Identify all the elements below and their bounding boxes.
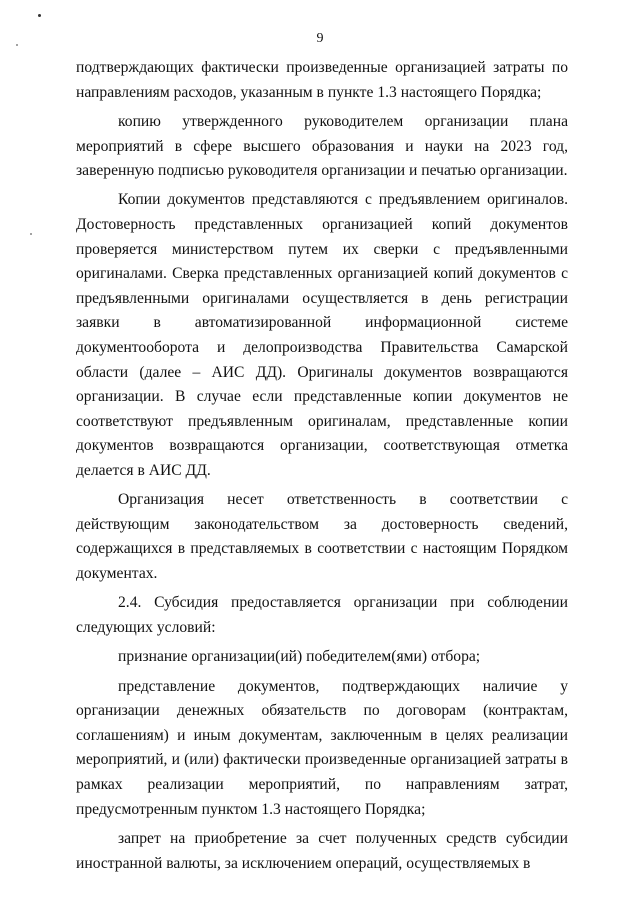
paragraph: представление документов, подтверждающих наличие у организации денежных обязательств по договорам (контрактам, соглашениям) и иным документам, заключенным в целях реализации мероприятий, и (или) фактически произведенные организацией затраты в рамках реализации мероприятий, по направлениям затрат, предусмотренным пунктом 1.3 настоящего Порядка;	[76, 677, 568, 818]
paragraph: подтверждающих фактически произведенные организацией затраты по направлениям расходов, указанным в пункте 1.3 настоящего Порядка;	[76, 59, 568, 101]
scan-speck	[38, 14, 41, 17]
scan-speck	[30, 233, 32, 235]
paragraph: Организация несет ответственность в соответствии с действующим законодательством за достоверность сведений, содержащихся в представляемых в соответствии с настоящим Порядком документах.	[76, 491, 568, 582]
document-body	[76, 56, 568, 881]
paragraph: копию утвержденного руководителем организации плана мероприятий в сфере высшего образования и науки на 2023 год, заверенную подписью руководителя организации и печатью организации.	[76, 112, 568, 180]
paragraph: запрет на приобретение за счет полученных средств субсидии иностранной валюты, за исключением операций, осуществляемых в	[76, 829, 568, 872]
paragraph: Копии документов представляются с предъявлением оригиналов. Достоверность представленных организацией копий документов проверяется министерством путем их сверки с предъявленными оригиналами. Сверка представленных организацией копий документов с предъявленными оригиналами осуществляется в день регистрации заявки в автоматизированной информационной системе документооборота и делопроизводства Правительства Самарской области (далее – АИС ДД). Оригиналы документов возвращаются организации. В случае если представленные копии документов не соответствуют предъявленным оригиналам, представленные копии документов возвращаются организации, соответствующая отметка делается в АИС ДД.	[76, 191, 568, 479]
page-number: 9	[316, 31, 324, 46]
paragraph: признание организации(ий) победителем(ями) отбора;	[118, 648, 481, 666]
paragraph: 2.4. Субсидия предоставляется организации при соблюдении следующих условий:	[76, 594, 568, 636]
